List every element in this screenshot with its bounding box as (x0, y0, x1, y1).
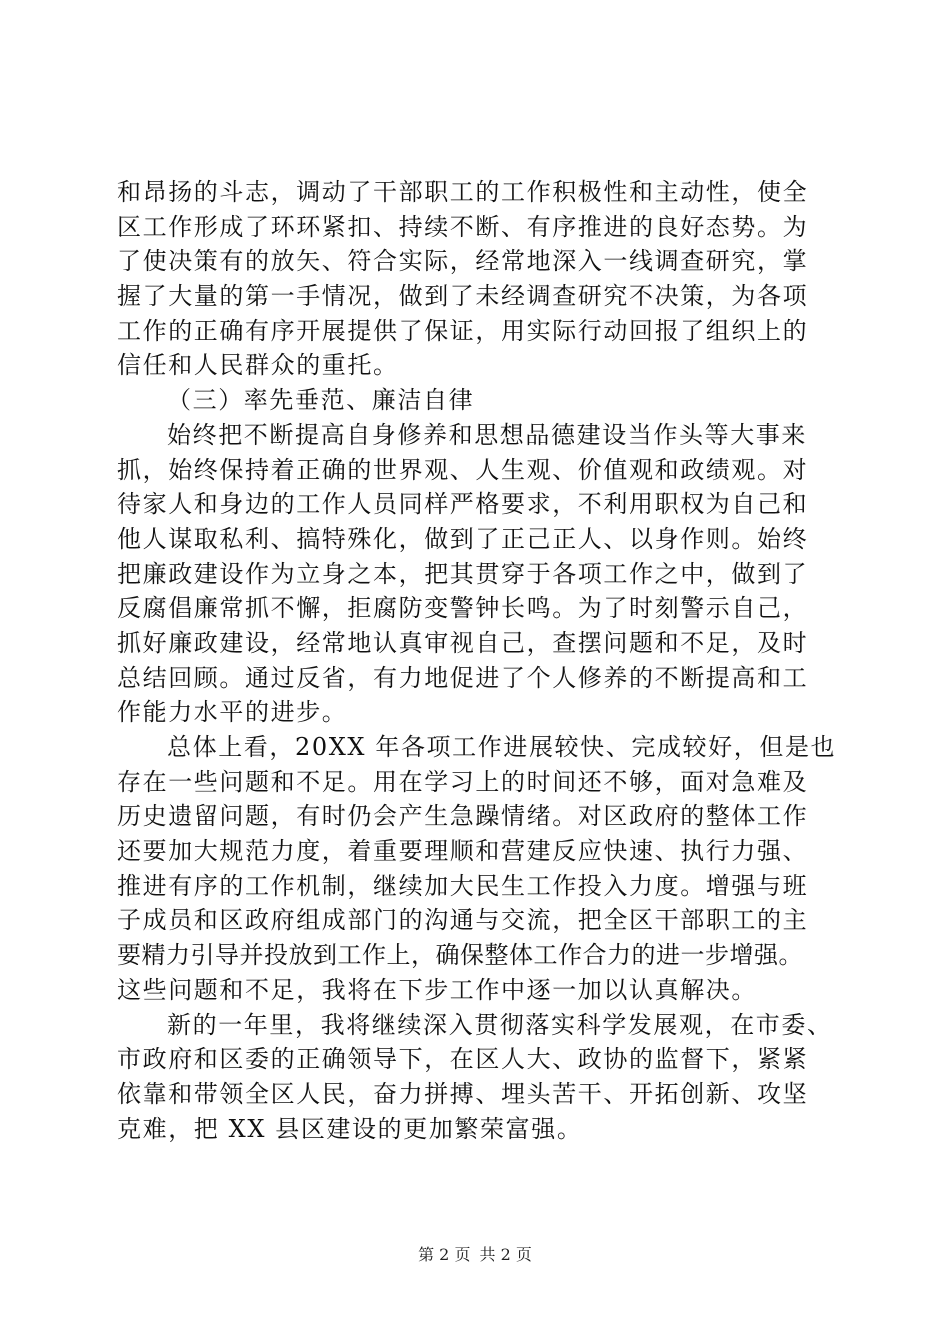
text-line: 和昂扬的斗志，调动了干部职工的工作积极性和主动性，使全 (117, 178, 809, 206)
document-body (117, 175, 835, 1146)
text-line: 待家人和身边的工作人员同样严格要求，不利用职权为自己和 (117, 490, 809, 519)
page-footer (0, 1245, 950, 1265)
text-line: 总结回顾。通过反省，有力地促进了个人修养的不断提高和工 (117, 663, 809, 692)
text-line: 区工作形成了环环紧扣、持续不断、有序推进的良好态势。为 (117, 212, 809, 241)
text-line: 信任和人民群众的重托。 (117, 351, 399, 380)
page-total: 共 2 页 (479, 1245, 532, 1264)
text-line: 工作的正确有序开展提供了保证，用实际行动回报了组织上的 (117, 316, 809, 345)
text-line: 子成员和区政府组成部门的沟通与交流，把全区干部职工的主 (117, 906, 809, 935)
paragraph-start-line: 始终把不断提高自身修养和思想品德建设当作头等大事来 (167, 420, 807, 449)
text-line: 他人谋取私利、搞特殊化，做到了正己正人、以身作则。始终 (117, 524, 809, 553)
text-line: 抓，始终保持着正确的世界观、人生观、价值观和政绩观。对 (117, 455, 809, 484)
section-heading: （三）率先垂范、廉洁自律 (167, 386, 475, 415)
text-line: 反腐倡廉常抓不懈，拒腐防变警钟长鸣。为了时刻警示自己， (117, 594, 809, 623)
text-line: 依靠和带领全区人民，奋力拼搏、埋头苦干、开拓创新、攻坚 (117, 1079, 809, 1108)
text-line: 抓好廉政建设，经常地认真审视自己，查摆问题和不足，及时 (117, 628, 809, 657)
text-line: 这些问题和不足，我将在下步工作中逐一加以认真解决。 (117, 975, 757, 1004)
text-line: 作能力水平的进步。 (117, 698, 348, 727)
text-line: 还要加大规范力度，着重要理顺和营建反应快速、执行力强、 (117, 837, 809, 866)
text-line: 推进有序的工作机制，继续加大民生工作投入力度。增强与班 (117, 871, 809, 900)
text-line: 存在一些问题和不足。用在学习上的时间还不够，面对急难及 (117, 767, 809, 796)
text-line: 了使决策有的放矢、符合实际，经常地深入一线调查研究，掌 (117, 247, 809, 276)
text-line: 握了大量的第一手情况，做到了未经调查研究不决策，为各项 (117, 282, 809, 311)
text-line: 历史遗留问题，有时仍会产生急躁情绪。对区政府的整体工作 (117, 802, 809, 831)
text-line: 克难，把 XX 县区建设的更加繁荣富强。 (117, 1114, 583, 1143)
paragraph-start-line: 总体上看，20XX 年各项工作进展较快、完成较好，但是也 (167, 733, 837, 761)
paragraph-start-line: 新的一年里，我将继续深入贯彻落实科学发展观，在市委、 (167, 1010, 833, 1039)
text-line: 要精力引导并投放到工作上，确保整体工作合力的进一步增强。 (117, 941, 803, 970)
text-line: 把廉政建设作为立身之本，把其贯穿于各项工作之中，做到了 (117, 559, 809, 588)
text-line: 市政府和区委的正确领导下，在区人大、政协的监督下，紧紧 (117, 1045, 809, 1074)
page-number: 第 2 页 (418, 1245, 471, 1264)
